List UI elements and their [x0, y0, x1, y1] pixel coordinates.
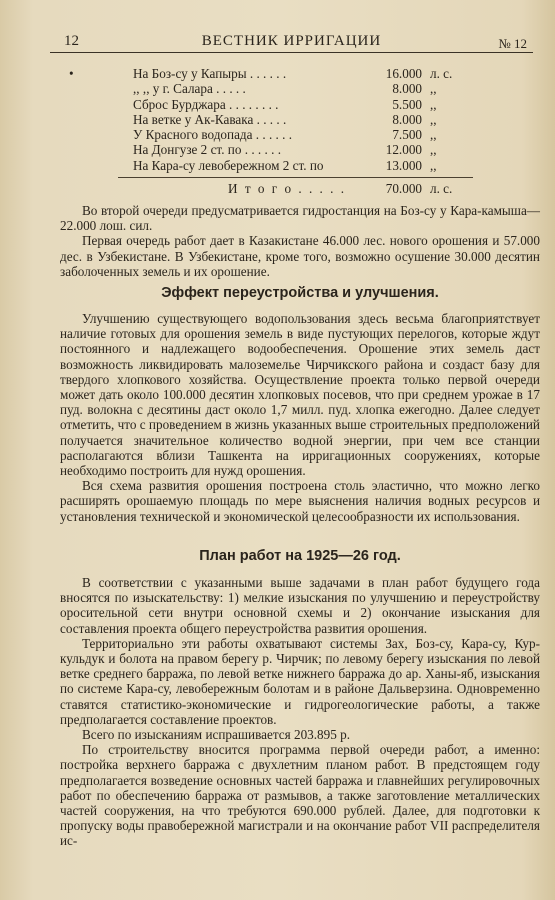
- station-name: На Донгузе 2 ст. по . . . . . .: [133, 142, 282, 158]
- table-row: [60, 127, 480, 142]
- table-row: [60, 142, 480, 157]
- total-label: И т о г о . . . . .: [228, 181, 347, 196]
- station-name: На ветке у Ак-Кавака . . . . .: [133, 111, 287, 127]
- station-power: 12.000: [385, 142, 422, 158]
- bullet-mark: •: [69, 66, 74, 81]
- issue-number: № 12: [498, 36, 527, 51]
- paragraph: Всего по изысканиям испрашивается 203.895 р.: [82, 727, 351, 743]
- paragraph: Первая очередь работ дает в Казакистане 46.000 лес. нового орошения и 57.000 дес. в Узбекистане. В Узбекистане, кроме того, возможно осушение 30.000 десятин заболоченных земель и их орошение.: [60, 233, 540, 279]
- power-stations-table: [60, 66, 480, 173]
- table-row: [60, 158, 480, 173]
- total-power: 70.000: [385, 181, 422, 196]
- station-power: 8.000: [392, 81, 422, 97]
- station-name: У Красного водопада . . . . . .: [133, 127, 293, 143]
- power-unit: ,,: [430, 127, 437, 143]
- paragraph: Вся схема развития орошения построена столь эластично, что можно легко расширять орошаемую площадь по мере выяснения наличия водных ресурсов и установления технической и экономической целесообразности их использования.: [60, 478, 540, 524]
- table-row: [60, 81, 480, 96]
- power-unit: ,,: [430, 157, 437, 173]
- station-name: Сброс Бурджара . . . . . . . .: [133, 96, 279, 112]
- station-name: ,, ,, у г. Салара . . . . .: [133, 81, 246, 97]
- total-divider: [118, 177, 473, 178]
- power-unit: ,,: [430, 96, 437, 112]
- station-name: На Боз-су у Капыры . . . . . .: [133, 66, 287, 81]
- text-block-stages: [60, 203, 540, 279]
- station-power: 7.500: [392, 127, 422, 143]
- page-number: 12: [64, 33, 79, 49]
- paragraph: В соответствии с указанными выше задачами в план работ будущего года вносятся по изыскательству: 1) мелкие изыскания по улучшению и переустройству оросительной сети внутри основной схемы и 2) окончание изыскания для составления проекта общего переустройства развития орошения.: [60, 575, 540, 636]
- table-row: [60, 112, 480, 127]
- station-power: 5.500: [392, 96, 422, 112]
- text-block-effect: [60, 311, 540, 524]
- table-row: [60, 97, 480, 112]
- table-total-row: [60, 181, 480, 196]
- station-power: 8.000: [392, 111, 422, 127]
- paragraph: Территориально эти работы охватывают системы Зах, Боз-су, Кара-су, Кур-кульдук и болота на правом берегу р. Чирчик; по левому берегу изыскания по левой ветке среднего барража, по левой ветке нижнего барража до ар. Ханы-яб, изыскания по системе Кара-су, левобережным болотам и в районе Дальверзина. Одновременно ставятся статистико-экономические и гидрогеологические работы, а также предполагается составление проектов.: [60, 635, 540, 727]
- station-power: 16.000: [385, 66, 422, 81]
- power-unit: ,,: [430, 111, 437, 127]
- power-unit: л. с.: [430, 66, 453, 81]
- section-heading-plan: План работ на 1925—26 год.: [199, 548, 401, 564]
- section-heading-effect: Эффект переустройства и улучшения.: [161, 285, 439, 301]
- power-unit: л. с.: [430, 181, 453, 196]
- station-power: 13.000: [385, 157, 422, 173]
- paragraph: По строительству вносится программа первой очереди работ, а именно: постройка верхнего барража с двухлетним планом работ. В предстоящем году предполагается возведение основных частей барража и главнейших регулировочных работ по обеспечению барража от размывов, а также заготовление металлических частей сооружения, на что требуются 690.000 рублей. Далее, для подготовки к пропуску воды правобережной магистрали и на окончание работ VII распределителя ис-: [60, 742, 540, 849]
- paragraph: Улучшению существующего водопользования здесь весьма благоприятствует наличие готовых для орошения земель в виде пустующих перелогов, которые ждут постоянного и надлежащего водообеспечения. Орошение этих земель даст возможность ликвидировать малоземелье Чирчикского района и создаст базу для твердого хлопкового хозяйства. Осуществление проекта только первой очереди может дать около 100.000 десятин хлопковых посевов, что при среднем урожае в 17 пуд. волокна с десятины даст около 1,7 милл. пуд. хлопка ежегодно. Далее следует отметить, что с проведением в жизнь указанных выше строительных предположений получается значительное количество водной энергии, при чем все станции располагаются вблизи Ташкента на ирригационных сооружениях, которые необходимо построить для нужд орошения.: [60, 311, 540, 479]
- journal-title: ВЕСТНИК ИРРИГАЦИИ: [201, 33, 382, 49]
- text-block-plan: [60, 575, 540, 849]
- power-unit: ,,: [430, 142, 437, 158]
- table-row: [60, 66, 480, 81]
- page-header: [50, 30, 533, 53]
- power-unit: ,,: [430, 81, 437, 97]
- station-name: На Кара-су левобережном 2 ст. по: [133, 157, 324, 173]
- paragraph: Во второй очереди предусматривается гидростанция на Боз-су у Кара-камыша—22.000 лош. сил.: [60, 203, 540, 234]
